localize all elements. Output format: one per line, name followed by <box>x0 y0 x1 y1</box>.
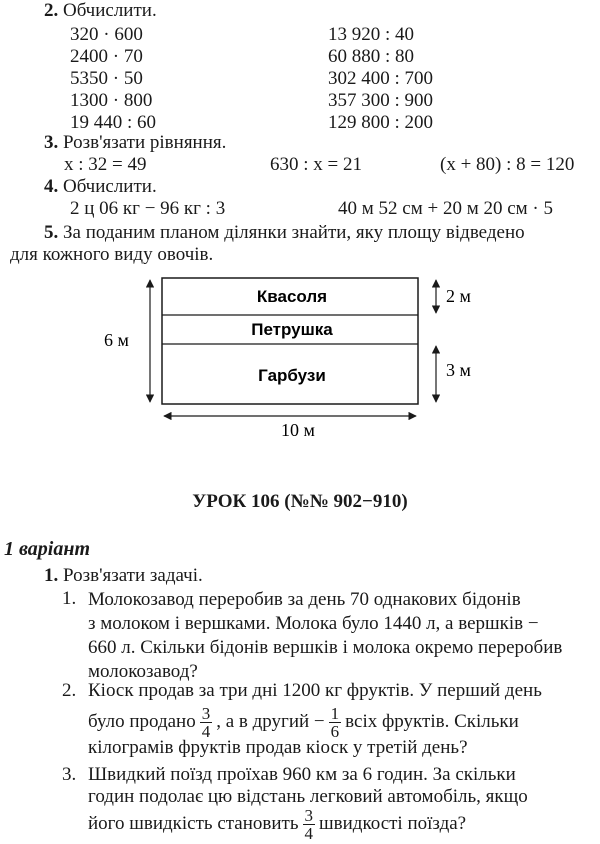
calc-item: 1300 · 800 <box>70 90 153 111</box>
problem-1-line: Молокозавод переробив за день 70 однакових бідонів <box>88 589 521 610</box>
problem-2-line-1: Кіоск продав за три дні 1200 кг фруктів. У перший день <box>88 680 542 701</box>
problem-2-text: було продано <box>88 711 196 732</box>
calc-item: 5350 · 50 <box>70 68 143 89</box>
equation-3: (x + 80) : 8 = 120 <box>440 154 575 175</box>
equation-2: 630 : x = 21 <box>270 154 362 175</box>
problem-1-line: 660 л. Скільки бідонів вершків і молока окремо переробив <box>88 637 563 658</box>
task2-header <box>44 0 157 22</box>
calc-item: 19 440 : 60 <box>70 112 157 133</box>
task5-number: 5. <box>44 222 59 243</box>
plot-diagram <box>0 270 600 442</box>
top-section-height-label: 2 м <box>446 286 471 306</box>
problem-3-line-2: годин подолає цю відстань легковий автомобіль, якщо <box>88 786 528 807</box>
calc-item: 13 920 : 40 <box>328 24 415 45</box>
fraction-denominator: 4 <box>201 721 211 741</box>
variant-heading: 1 варіант <box>4 538 91 560</box>
expression-1: 2 ц 06 кг − 96 кг : 3 <box>70 198 226 219</box>
problem-1-number: 1. <box>62 588 77 609</box>
task2-number: 2. <box>44 0 59 21</box>
problem-2-text: , а в другий − <box>216 711 325 732</box>
fraction-three-quarters <box>303 807 316 842</box>
calc-item: 129 800 : 200 <box>328 112 434 133</box>
calc-item: 60 880 : 80 <box>328 46 415 67</box>
problem-2-line-3: кілограмів фруктів продав кіоск у третій день? <box>88 737 468 758</box>
problem-3-number: 3. <box>62 764 77 785</box>
fraction-three-quarters <box>200 705 213 740</box>
problem-1-text <box>88 588 592 684</box>
task5-line-2: для кожного виду овочів. <box>10 244 214 265</box>
task3-header <box>44 132 226 154</box>
task4-header <box>44 176 157 198</box>
calc-item: 357 300 : 900 <box>328 90 434 111</box>
problem-3-line-3 <box>88 806 466 842</box>
problem-3-line-1: Швидкий поїзд проїхав 960 км за 6 годин. За скільки <box>88 764 516 785</box>
task4-number: 4. <box>44 176 59 197</box>
section-label-parsley: Петрушка <box>251 320 333 339</box>
task1-header <box>44 565 203 587</box>
task5-line-1 <box>44 222 588 244</box>
task2-title: Обчислити. <box>63 0 157 21</box>
problem-2-text: всіх фруктів. Скільки <box>345 711 519 732</box>
task3-number: 3. <box>44 132 59 153</box>
task2-left-column <box>70 24 156 134</box>
fraction-numerator: 3 <box>304 805 314 825</box>
task1-number: 1. <box>44 565 59 586</box>
section-label-beans: Квасоля <box>256 287 328 306</box>
calc-item: 2400 · 70 <box>70 46 143 67</box>
calc-item: 320 · 600 <box>70 24 143 45</box>
problem-2-number: 2. <box>62 680 77 701</box>
task2-right-column <box>328 24 433 134</box>
task5-text-1: За поданим планом ділянки знайти, яку площу відведено <box>63 222 525 243</box>
expression-2: 40 м 52 см + 20 м 20 см · 5 <box>338 198 554 219</box>
bottom-section-height-label: 3 м <box>446 360 471 380</box>
height-label: 6 м <box>104 330 129 350</box>
task4-title: Обчислити. <box>63 176 157 197</box>
problem-3-text: швидкості поїзда? <box>319 813 467 834</box>
equation-1: x : 32 = 49 <box>64 154 147 175</box>
fraction-denominator: 4 <box>304 823 314 843</box>
calc-item: 302 400 : 700 <box>328 68 434 89</box>
fraction-numerator: 1 <box>330 703 340 723</box>
problem-1-line: з молоком і вершками. Молока було 1440 л, а вершків − <box>88 613 539 634</box>
task1-title: Розв'язати задачі. <box>63 565 203 586</box>
width-label: 10 м <box>281 420 315 440</box>
task3-title: Розв'язати рівняння. <box>63 132 227 153</box>
problem-1-line: молокозавод? <box>88 661 198 682</box>
lesson-title: УРОК 106 (№№ 902−910) <box>192 491 408 512</box>
fraction-denominator: 6 <box>330 721 340 741</box>
problem-3-text: його швидкість становить <box>88 813 299 834</box>
fraction-one-sixth <box>329 705 342 740</box>
problem-2-line-2 <box>88 704 519 740</box>
fraction-numerator: 3 <box>201 703 211 723</box>
section-label-pumpkins: Гарбузи <box>258 366 326 385</box>
